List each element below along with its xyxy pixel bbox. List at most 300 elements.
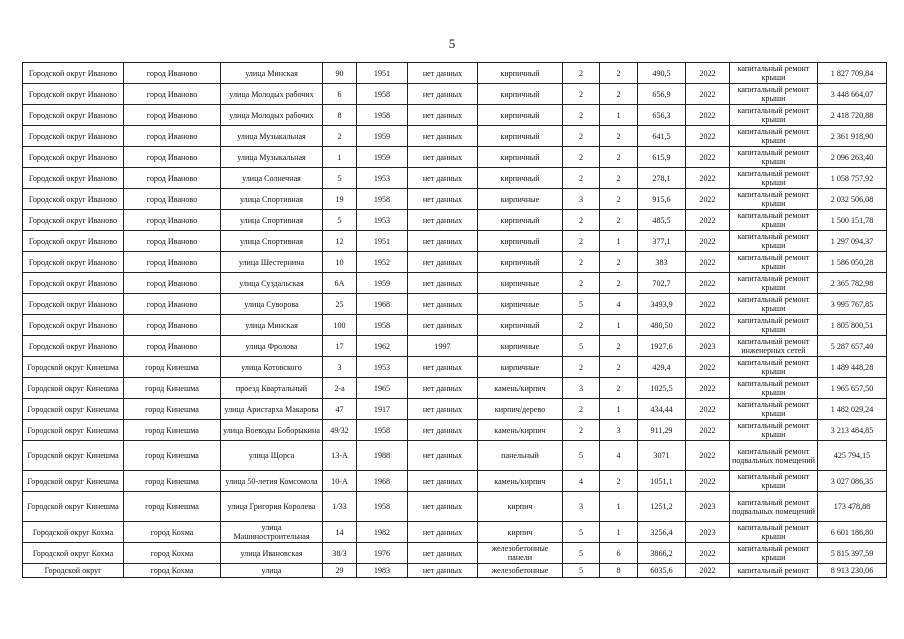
plan-year-cell: 2022: [686, 471, 730, 492]
table-row: [23, 147, 887, 168]
floors-cell: 2: [563, 126, 600, 147]
work-type-cell: капитальный ремонт крыши: [730, 105, 818, 126]
settlement-cell: город Кинешма: [124, 471, 221, 492]
wall-material-cell: кирпичные: [478, 336, 563, 357]
work-type-cell: капитальный ремонт крыши: [730, 378, 818, 399]
build-year-cell: 1959: [357, 126, 408, 147]
house-number-cell: 90: [323, 63, 357, 84]
area-cell: 278,1: [638, 168, 686, 189]
floors-cell: 5: [563, 543, 600, 564]
area-cell: 6035,6: [638, 564, 686, 578]
last-repair-year-cell: нет данных: [408, 231, 478, 252]
wall-material-cell: кирпичные: [478, 294, 563, 315]
build-year-cell: 1917: [357, 399, 408, 420]
last-repair-year-cell: нет данных: [408, 492, 478, 522]
last-repair-year-cell: нет данных: [408, 189, 478, 210]
municipality-cell: Городской округ Иваново: [23, 210, 124, 231]
floors-cell: 2: [563, 147, 600, 168]
plan-year-cell: 2022: [686, 63, 730, 84]
house-number-cell: 49/32: [323, 420, 357, 441]
table-row: [23, 441, 887, 471]
table-row: [23, 294, 887, 315]
settlement-cell: город Иваново: [124, 231, 221, 252]
entrances-cell: 1: [600, 399, 638, 420]
floors-cell: 5: [563, 522, 600, 543]
area-cell: 915,6: [638, 189, 686, 210]
floors-cell: 2: [563, 63, 600, 84]
street-cell: улица: [221, 564, 323, 578]
street-cell: улица Аристарха Макарова: [221, 399, 323, 420]
cost-cell: 1 586 050,28: [818, 252, 887, 273]
street-cell: улица 50-летия Комсомола: [221, 471, 323, 492]
municipality-cell: Городской округ Кинешма: [23, 441, 124, 471]
floors-cell: 2: [563, 105, 600, 126]
settlement-cell: город Кохма: [124, 543, 221, 564]
municipality-cell: Городской округ Иваново: [23, 252, 124, 273]
street-cell: улица Шестернина: [221, 252, 323, 273]
municipality-cell: Городской округ Иваново: [23, 63, 124, 84]
last-repair-year-cell: нет данных: [408, 294, 478, 315]
house-number-cell: 13-А: [323, 441, 357, 471]
table-row: [23, 564, 887, 578]
work-type-cell: капитальный ремонт крыши: [730, 420, 818, 441]
build-year-cell: 1952: [357, 252, 408, 273]
area-cell: 429,4: [638, 357, 686, 378]
area-cell: 377,1: [638, 231, 686, 252]
area-cell: 656,3: [638, 105, 686, 126]
work-type-cell: капитальный ремонт крыши: [730, 84, 818, 105]
entrances-cell: 1: [600, 105, 638, 126]
table-row: [23, 399, 887, 420]
municipality-cell: Городской округ Иваново: [23, 147, 124, 168]
floors-cell: 2: [563, 273, 600, 294]
house-number-cell: 1/33: [323, 492, 357, 522]
settlement-cell: город Иваново: [124, 63, 221, 84]
street-cell: проезд Квартальный: [221, 378, 323, 399]
table-row: [23, 357, 887, 378]
plan-year-cell: 2022: [686, 294, 730, 315]
entrances-cell: 2: [600, 378, 638, 399]
entrances-cell: 2: [600, 252, 638, 273]
build-year-cell: 1953: [357, 210, 408, 231]
cost-cell: 2 096 263,40: [818, 147, 887, 168]
wall-material-cell: железобетонные панели: [478, 543, 563, 564]
wall-material-cell: кирпичный: [478, 126, 563, 147]
table-row: [23, 543, 887, 564]
build-year-cell: 1968: [357, 294, 408, 315]
wall-material-cell: кирпичный: [478, 231, 563, 252]
entrances-cell: 2: [600, 336, 638, 357]
area-cell: 702,7: [638, 273, 686, 294]
last-repair-year-cell: нет данных: [408, 543, 478, 564]
plan-year-cell: 2022: [686, 210, 730, 231]
settlement-cell: город Кохма: [124, 564, 221, 578]
floors-cell: 3: [563, 492, 600, 522]
settlement-cell: город Кинешма: [124, 399, 221, 420]
wall-material-cell: кирпичный: [478, 168, 563, 189]
area-cell: 1251,2: [638, 492, 686, 522]
last-repair-year-cell: нет данных: [408, 105, 478, 126]
entrances-cell: 2: [600, 126, 638, 147]
cost-cell: 425 794,15: [818, 441, 887, 471]
house-number-cell: 2: [323, 126, 357, 147]
area-cell: 485,5: [638, 210, 686, 231]
work-type-cell: капитальный ремонт крыши: [730, 471, 818, 492]
municipality-cell: Городской округ: [23, 564, 124, 578]
work-type-cell: капитальный ремонт крыши: [730, 294, 818, 315]
plan-year-cell: 2022: [686, 441, 730, 471]
build-year-cell: 1953: [357, 357, 408, 378]
last-repair-year-cell: нет данных: [408, 522, 478, 543]
table-row: [23, 189, 887, 210]
entrances-cell: 2: [600, 357, 638, 378]
plan-year-cell: 2022: [686, 231, 730, 252]
entrances-cell: 4: [600, 441, 638, 471]
area-cell: 656,9: [638, 84, 686, 105]
floors-cell: 5: [563, 564, 600, 578]
house-number-cell: 8: [323, 105, 357, 126]
wall-material-cell: кирпичный: [478, 63, 563, 84]
wall-material-cell: кирпич: [478, 492, 563, 522]
street-cell: улица Машиностроительная: [221, 522, 323, 543]
area-cell: 383: [638, 252, 686, 273]
area-cell: 1025,5: [638, 378, 686, 399]
municipality-cell: Городской округ Иваново: [23, 168, 124, 189]
last-repair-year-cell: нет данных: [408, 63, 478, 84]
settlement-cell: город Иваново: [124, 273, 221, 294]
last-repair-year-cell: нет данных: [408, 252, 478, 273]
wall-material-cell: кирпичные: [478, 357, 563, 378]
house-number-cell: 3: [323, 357, 357, 378]
street-cell: улица Спортивная: [221, 210, 323, 231]
entrances-cell: 6: [600, 543, 638, 564]
municipality-cell: Городской округ Иваново: [23, 336, 124, 357]
wall-material-cell: камень/кирпич: [478, 420, 563, 441]
page-number: 5: [448, 36, 456, 51]
table-row: [23, 168, 887, 189]
last-repair-year-cell: нет данных: [408, 399, 478, 420]
settlement-cell: город Кинешма: [124, 420, 221, 441]
street-cell: улица Суздальская: [221, 273, 323, 294]
municipality-cell: Городской округ Кохма: [23, 543, 124, 564]
last-repair-year-cell: нет данных: [408, 315, 478, 336]
plan-year-cell: 2022: [686, 147, 730, 168]
work-type-cell: капитальный ремонт подвальных помещений: [730, 441, 818, 471]
work-type-cell: капитальный ремонт крыши: [730, 357, 818, 378]
work-type-cell: капитальный ремонт подвальных помещений: [730, 492, 818, 522]
floors-cell: 2: [563, 231, 600, 252]
cost-cell: 3 448 664,07: [818, 84, 887, 105]
wall-material-cell: кирпичный: [478, 252, 563, 273]
table-row: [23, 105, 887, 126]
entrances-cell: 2: [600, 189, 638, 210]
floors-cell: 5: [563, 336, 600, 357]
work-type-cell: капитальный ремонт инженерных сетей: [730, 336, 818, 357]
entrances-cell: 2: [600, 471, 638, 492]
entrances-cell: 3: [600, 420, 638, 441]
plan-year-cell: 2022: [686, 189, 730, 210]
municipality-cell: Городской округ Иваново: [23, 84, 124, 105]
settlement-cell: город Иваново: [124, 126, 221, 147]
municipality-cell: Городской округ Иваново: [23, 231, 124, 252]
house-number-cell: 47: [323, 399, 357, 420]
wall-material-cell: кирпичный: [478, 147, 563, 168]
street-cell: улица Музыкальная: [221, 147, 323, 168]
work-type-cell: капитальный ремонт крыши: [730, 63, 818, 84]
build-year-cell: 1953: [357, 168, 408, 189]
cost-cell: 2 361 918,90: [818, 126, 887, 147]
floors-cell: 5: [563, 441, 600, 471]
floors-cell: 2: [563, 168, 600, 189]
entrances-cell: 2: [600, 210, 638, 231]
area-cell: 434,44: [638, 399, 686, 420]
cost-cell: 1 965 657,50: [818, 378, 887, 399]
street-cell: улица Щорса: [221, 441, 323, 471]
work-type-cell: капитальный ремонт крыши: [730, 399, 818, 420]
wall-material-cell: кирпичный: [478, 84, 563, 105]
wall-material-cell: кирпичные: [478, 189, 563, 210]
table-row: [23, 378, 887, 399]
area-cell: 615,9: [638, 147, 686, 168]
municipality-cell: Городской округ Иваново: [23, 273, 124, 294]
cost-cell: 1 297 094,37: [818, 231, 887, 252]
house-number-cell: 2-а: [323, 378, 357, 399]
table-row: [23, 336, 887, 357]
last-repair-year-cell: нет данных: [408, 378, 478, 399]
cost-cell: 5 815 397,59: [818, 543, 887, 564]
work-type-cell: капитальный ремонт крыши: [730, 147, 818, 168]
house-number-cell: 6: [323, 84, 357, 105]
plan-year-cell: 2022: [686, 399, 730, 420]
plan-year-cell: 2022: [686, 378, 730, 399]
entrances-cell: 1: [600, 231, 638, 252]
work-type-cell: капитальный ремонт крыши: [730, 210, 818, 231]
cost-cell: 3 995 767,85: [818, 294, 887, 315]
house-number-cell: 10: [323, 252, 357, 273]
floors-cell: 2: [563, 420, 600, 441]
plan-year-cell: 2022: [686, 273, 730, 294]
settlement-cell: город Кинешма: [124, 357, 221, 378]
area-cell: 3071: [638, 441, 686, 471]
municipality-cell: Городской округ Иваново: [23, 315, 124, 336]
plan-year-cell: 2022: [686, 168, 730, 189]
settlement-cell: город Иваново: [124, 189, 221, 210]
build-year-cell: 1958: [357, 492, 408, 522]
area-cell: 490,5: [638, 63, 686, 84]
build-year-cell: 1958: [357, 105, 408, 126]
house-number-cell: 1: [323, 147, 357, 168]
build-year-cell: 1958: [357, 420, 408, 441]
cost-cell: 1 500 151,78: [818, 210, 887, 231]
wall-material-cell: кирпичный: [478, 210, 563, 231]
street-cell: улица Григория Королева: [221, 492, 323, 522]
cost-cell: 1 827 709,84: [818, 63, 887, 84]
build-year-cell: 1951: [357, 63, 408, 84]
house-number-cell: 29: [323, 564, 357, 578]
last-repair-year-cell: нет данных: [408, 471, 478, 492]
cost-cell: 8 913 230,06: [818, 564, 887, 578]
build-year-cell: 1958: [357, 315, 408, 336]
work-type-cell: капитальный ремонт крыши: [730, 252, 818, 273]
cost-cell: 3 027 086,35: [818, 471, 887, 492]
floors-cell: 2: [563, 210, 600, 231]
plan-year-cell: 2023: [686, 492, 730, 522]
table-row: [23, 63, 887, 84]
cost-cell: 1 482 029,24: [818, 399, 887, 420]
table-row: [23, 315, 887, 336]
wall-material-cell: железобетонные: [478, 564, 563, 578]
floors-cell: 3: [563, 378, 600, 399]
cost-cell: 1 805 800,51: [818, 315, 887, 336]
cost-cell: 1 058 757,92: [818, 168, 887, 189]
area-cell: 1051,1: [638, 471, 686, 492]
wall-material-cell: кирпич: [478, 522, 563, 543]
area-cell: 3866,2: [638, 543, 686, 564]
work-type-cell: капитальный ремонт: [730, 564, 818, 578]
street-cell: улица Спортивная: [221, 231, 323, 252]
house-number-cell: 25: [323, 294, 357, 315]
settlement-cell: город Иваново: [124, 210, 221, 231]
wall-material-cell: кирпичный: [478, 315, 563, 336]
settlement-cell: город Иваново: [124, 294, 221, 315]
table-row: [23, 492, 887, 522]
cost-cell: 173 478,88: [818, 492, 887, 522]
street-cell: улица Фролова: [221, 336, 323, 357]
build-year-cell: 1962: [357, 336, 408, 357]
entrances-cell: 1: [600, 492, 638, 522]
area-cell: 641,5: [638, 126, 686, 147]
street-cell: улица Минская: [221, 315, 323, 336]
build-year-cell: 1965: [357, 378, 408, 399]
street-cell: улица Суворова: [221, 294, 323, 315]
table-row: [23, 126, 887, 147]
plan-year-cell: 2022: [686, 564, 730, 578]
floors-cell: 2: [563, 399, 600, 420]
plan-year-cell: 2023: [686, 336, 730, 357]
wall-material-cell: кирпичный: [478, 105, 563, 126]
plan-year-cell: 2022: [686, 252, 730, 273]
floors-cell: 2: [563, 315, 600, 336]
house-number-cell: 10-А: [323, 471, 357, 492]
cost-cell: 2 032 506,08: [818, 189, 887, 210]
municipality-cell: Городской округ Кинешма: [23, 378, 124, 399]
street-cell: улица Котовского: [221, 357, 323, 378]
table-row: [23, 84, 887, 105]
build-year-cell: 1988: [357, 441, 408, 471]
settlement-cell: город Иваново: [124, 315, 221, 336]
entrances-cell: 2: [600, 273, 638, 294]
last-repair-year-cell: нет данных: [408, 210, 478, 231]
plan-year-cell: 2022: [686, 315, 730, 336]
municipality-cell: Городской округ Кинешма: [23, 399, 124, 420]
house-number-cell: 5: [323, 168, 357, 189]
floors-cell: 2: [563, 252, 600, 273]
settlement-cell: город Иваново: [124, 105, 221, 126]
plan-year-cell: 2022: [686, 420, 730, 441]
area-cell: 3493,9: [638, 294, 686, 315]
entrances-cell: 2: [600, 63, 638, 84]
table-row: [23, 420, 887, 441]
entrances-cell: 2: [600, 147, 638, 168]
settlement-cell: город Кохма: [124, 522, 221, 543]
floors-cell: 3: [563, 189, 600, 210]
cost-cell: 6 601 186,80: [818, 522, 887, 543]
area-cell: 480,50: [638, 315, 686, 336]
municipality-cell: Городской округ Кинешма: [23, 357, 124, 378]
work-type-cell: капитальный ремонт крыши: [730, 189, 818, 210]
floors-cell: 4: [563, 471, 600, 492]
last-repair-year-cell: нет данных: [408, 357, 478, 378]
municipality-cell: Городской округ Иваново: [23, 105, 124, 126]
table-row: [23, 273, 887, 294]
municipality-cell: Городской округ Кинешма: [23, 492, 124, 522]
settlement-cell: город Иваново: [124, 147, 221, 168]
plan-year-cell: 2022: [686, 126, 730, 147]
house-number-cell: 38/3: [323, 543, 357, 564]
build-year-cell: 1958: [357, 84, 408, 105]
house-number-cell: 5: [323, 210, 357, 231]
work-type-cell: капитальный ремонт крыши: [730, 231, 818, 252]
cost-cell: 3 213 484,85: [818, 420, 887, 441]
area-cell: 911,29: [638, 420, 686, 441]
street-cell: улица Молодых рабочих: [221, 84, 323, 105]
last-repair-year-cell: нет данных: [408, 126, 478, 147]
entrances-cell: 2: [600, 84, 638, 105]
house-number-cell: 6А: [323, 273, 357, 294]
cost-cell: 1 489 448,28: [818, 357, 887, 378]
street-cell: улица Музыкальная: [221, 126, 323, 147]
build-year-cell: 1968: [357, 471, 408, 492]
floors-cell: 5: [563, 294, 600, 315]
build-year-cell: 1983: [357, 564, 408, 578]
table-row: [23, 231, 887, 252]
work-type-cell: капитальный ремонт крыши: [730, 315, 818, 336]
municipality-cell: Городской округ Кохма: [23, 522, 124, 543]
municipality-cell: Городской округ Иваново: [23, 126, 124, 147]
cost-cell: 2 365 782,98: [818, 273, 887, 294]
wall-material-cell: кирпичные: [478, 273, 563, 294]
street-cell: улица Спортивная: [221, 189, 323, 210]
build-year-cell: 1958: [357, 189, 408, 210]
street-cell: улица Молодых рабочих: [221, 105, 323, 126]
build-year-cell: 1976: [357, 543, 408, 564]
entrances-cell: 1: [600, 315, 638, 336]
municipality-cell: Городской округ Кинешма: [23, 471, 124, 492]
settlement-cell: город Иваново: [124, 252, 221, 273]
settlement-cell: город Иваново: [124, 336, 221, 357]
settlement-cell: город Кинешма: [124, 492, 221, 522]
floors-cell: 2: [563, 84, 600, 105]
wall-material-cell: кирпич/дерево: [478, 399, 563, 420]
street-cell: улица Воеводы Боборыкина: [221, 420, 323, 441]
plan-year-cell: 2022: [686, 357, 730, 378]
last-repair-year-cell: нет данных: [408, 441, 478, 471]
last-repair-year-cell: нет данных: [408, 168, 478, 189]
settlement-cell: город Кинешма: [124, 378, 221, 399]
last-repair-year-cell: нет данных: [408, 564, 478, 578]
work-type-cell: капитальный ремонт крыши: [730, 168, 818, 189]
house-number-cell: 12: [323, 231, 357, 252]
last-repair-year-cell: нет данных: [408, 273, 478, 294]
build-year-cell: 1959: [357, 147, 408, 168]
house-number-cell: 100: [323, 315, 357, 336]
plan-year-cell: 2022: [686, 543, 730, 564]
settlement-cell: город Иваново: [124, 168, 221, 189]
housing-repair-table: [22, 62, 887, 578]
build-year-cell: 1951: [357, 231, 408, 252]
build-year-cell: 1982: [357, 522, 408, 543]
wall-material-cell: камень/кирпич: [478, 471, 563, 492]
